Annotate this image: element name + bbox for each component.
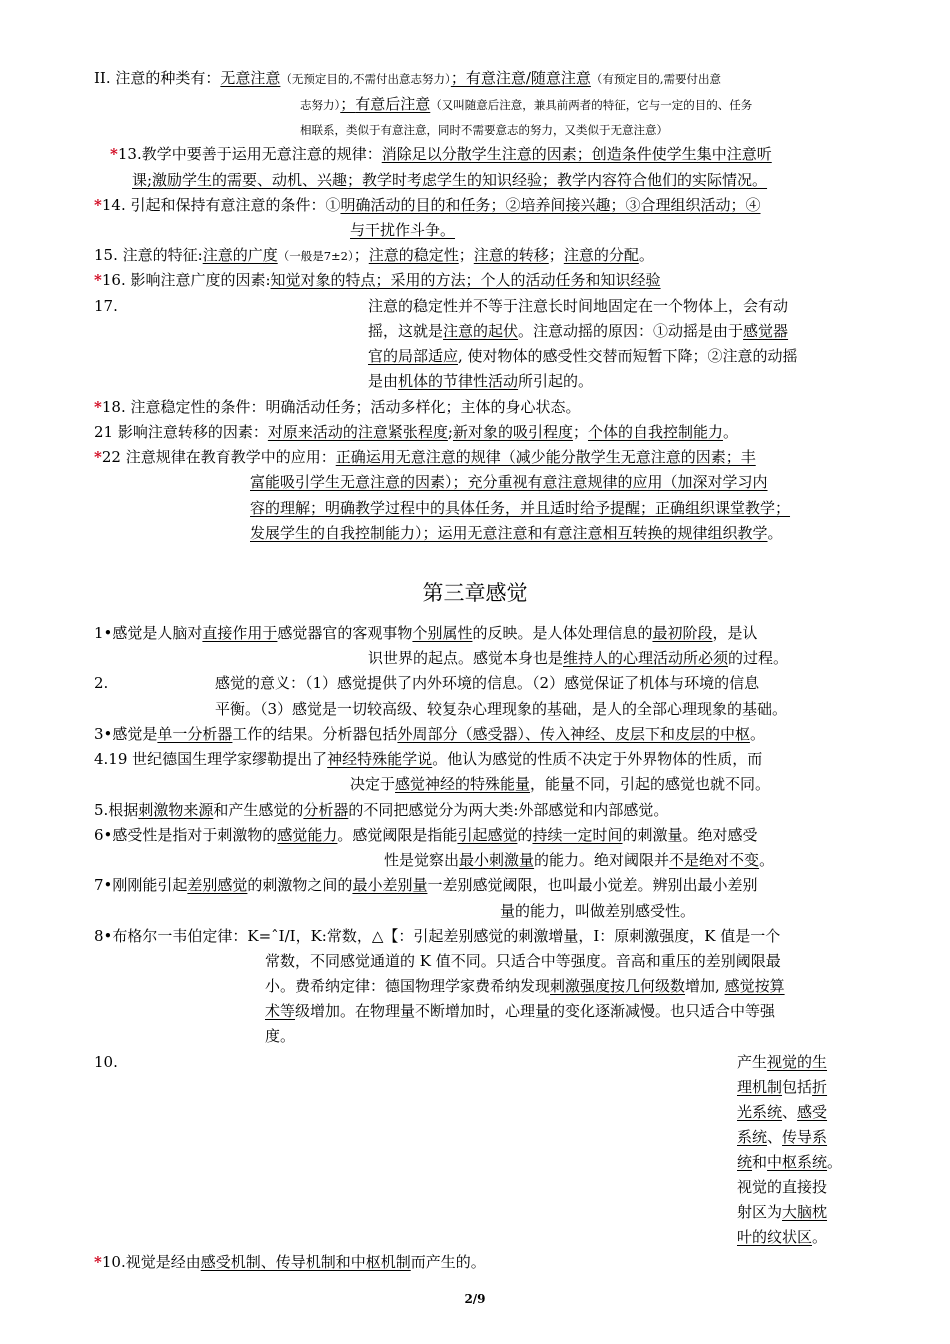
text-run: 射区为 xyxy=(737,1203,783,1221)
key-point-star-icon: * xyxy=(94,196,102,214)
underlined-term: ； xyxy=(340,95,356,113)
text-run: 平衡。（3）感觉是一切较高级、较复杂心理现象的基础，是人的全部心理现象的基础。 xyxy=(215,700,788,718)
underlined-term: 直接作用于 xyxy=(202,624,278,642)
text-line xyxy=(368,369,593,394)
text-run: 度。 xyxy=(265,1027,296,1045)
text-line xyxy=(215,697,787,722)
text-line xyxy=(94,621,758,646)
text-run: 。 xyxy=(759,851,775,869)
underlined-term: 最小差别量 xyxy=(352,876,428,894)
text-line xyxy=(94,395,581,420)
underlined-term: 注意的稳定性 xyxy=(368,246,459,264)
text-line xyxy=(300,117,668,143)
text-run: 产生 xyxy=(737,1053,768,1071)
underlined-term: 对原来活动的注意紧张程度 xyxy=(267,423,448,441)
text-line xyxy=(94,873,757,898)
text-run: 、 xyxy=(782,1103,798,1121)
underlined-term: 折 xyxy=(812,1078,828,1096)
underlined-term: 统 xyxy=(737,1153,753,1171)
underlined-term: 知觉对象的特点；采用的方法；个人的活动任务和知识经验 xyxy=(270,271,661,289)
underlined-term: 消除足以分散学生注意的因素；创造条件使学生集中注意听 xyxy=(381,145,772,163)
key-point-star-icon: * xyxy=(94,1253,102,1271)
text-line xyxy=(265,949,781,974)
text-run: ，能量不同，引起的感觉也就不同。 xyxy=(530,775,771,793)
underlined-term: 系统 xyxy=(737,1128,768,1146)
underlined-term: 术等 xyxy=(265,1002,296,1020)
text-line xyxy=(94,1250,486,1275)
text-run: 7•刚刚能引起 xyxy=(94,876,188,894)
text-run: 的过程。 xyxy=(728,649,789,667)
underlined-term: ；有意注意/随意注意 xyxy=(450,69,591,87)
text-line xyxy=(368,294,788,319)
text-run: 所引起的。 xyxy=(518,372,594,390)
text-line xyxy=(250,470,768,495)
chapter-title: 第三章感觉 xyxy=(422,581,528,605)
underlined-term: 外周部分（感受器）、传入神经、皮层下和皮层的中枢 xyxy=(397,725,750,743)
text-run: 的 xyxy=(517,826,533,844)
text-run: 、 xyxy=(767,1128,783,1146)
text-line xyxy=(250,521,783,546)
text-run: ； xyxy=(548,246,564,264)
text-line xyxy=(737,1050,827,1075)
text-run: 。他认为感觉的性质不决定于外界物体的性质，而 xyxy=(432,750,763,768)
text-line xyxy=(250,496,790,521)
underlined-term: 引起感觉 xyxy=(457,826,518,844)
text-run: （无预定目的,不需付出意志努力） xyxy=(280,72,451,86)
text-run: 工作的结果。分析器包括 xyxy=(232,725,398,743)
underlined-term: 容的理解；明确教学过程中的具体任务，并且适时给予提醒；正确组织课堂教学； xyxy=(250,499,791,517)
text-line xyxy=(94,294,118,319)
text-run: 。 xyxy=(722,423,738,441)
underlined-term: 个体的自我控制能力 xyxy=(587,423,723,441)
underlined-term: 感受机制、传导机制和中枢机制 xyxy=(200,1253,411,1271)
text-run: 常数，不同感觉通道的 K 值不同。只适合中等强度。音高和重压的差别阈限最 xyxy=(265,952,781,970)
underlined-term: 正确运用无意注意的规律（减少能分散学生无意注意的因素；丰 xyxy=(335,448,756,466)
underlined-term: 新对象的吸引程度 xyxy=(452,423,573,441)
text-run: 。 xyxy=(749,725,765,743)
text-run: 小。费希纳定律：德国物理学家费希纳发现 xyxy=(265,977,551,995)
text-line xyxy=(737,1200,827,1225)
underlined-term: 有意后注意 xyxy=(355,95,431,113)
text-line xyxy=(737,1100,827,1125)
text-run: 摇，这就是 xyxy=(368,322,444,340)
underlined-term: 富能吸引学生无意注意的因素）；充分重视有意注意规律的应用（加深对学习内 xyxy=(250,473,768,491)
text-run: 5.根据 xyxy=(94,801,139,819)
underlined-term: 注意的分配 xyxy=(563,246,639,264)
text-line xyxy=(94,420,738,445)
text-line xyxy=(368,319,788,344)
text-line xyxy=(94,671,108,696)
underlined-term: 最初阶段 xyxy=(652,624,713,642)
text-run: 1•感觉是人脑对 xyxy=(94,624,203,642)
underlined-term: 叶的纹状区 xyxy=(737,1228,813,1246)
text-run: 性是觉察出 xyxy=(384,851,460,869)
text-run: 的反映。是人体处理信息的 xyxy=(472,624,653,642)
text-line xyxy=(737,1150,842,1175)
text-line xyxy=(350,218,455,243)
underlined-term: 个别属性 xyxy=(412,624,473,642)
text-run: 视觉的直接投 xyxy=(737,1178,828,1196)
text-run: 注意的稳定性并不等于注意长时间地固定在一个物体上，会有动 xyxy=(368,297,789,315)
text-line xyxy=(215,671,759,696)
text-run: 是由 xyxy=(368,372,399,390)
text-run: 和产生感觉的 xyxy=(213,801,304,819)
text-run: 和 xyxy=(752,1153,768,1171)
underlined-term: 大脑枕 xyxy=(782,1203,828,1221)
text-line xyxy=(94,1050,118,1075)
text-run: 15. 注意的特征: xyxy=(94,246,203,264)
underlined-term: 差别感觉 xyxy=(187,876,248,894)
underlined-term: 感受 xyxy=(797,1103,828,1121)
text-line xyxy=(265,1024,295,1049)
underlined-term: 刺激物来源 xyxy=(138,801,214,819)
text-run: 相联系，类似于有意注意，同时不需要意志的努力，又类似于无意注意） xyxy=(300,123,668,137)
text-run: 18. 注意稳定性的条件：明确活动任务；活动多样化；主体的身心状态。 xyxy=(101,398,581,416)
text-run: 量的能力，叫做差别感受性。 xyxy=(500,902,696,920)
underlined-term: 分析器 xyxy=(303,801,349,819)
text-run: ，是认 xyxy=(712,624,758,642)
text-run: 6•感受性是指对于刺激物的 xyxy=(94,826,278,844)
text-line xyxy=(265,999,775,1024)
text-run: 。 xyxy=(767,524,783,542)
text-run: 一差别感觉阈限，也叫最小觉差。辨别出最小差别 xyxy=(427,876,758,894)
underlined-term: 单一分析器 xyxy=(157,725,233,743)
key-point-star-icon: * xyxy=(94,398,102,416)
text-run: 10.视觉是经由 xyxy=(101,1253,201,1271)
text-line xyxy=(368,344,798,369)
text-line xyxy=(737,1075,827,1100)
text-run: 10. xyxy=(94,1053,118,1071)
text-run: 。 xyxy=(827,1153,843,1171)
underlined-term: 官的局部适应 xyxy=(368,347,459,365)
text-line xyxy=(94,66,721,92)
text-run: ； xyxy=(572,423,588,441)
text-run: 增加, xyxy=(685,977,725,995)
text-run: 的刺激物之间的 xyxy=(247,876,353,894)
text-line xyxy=(94,268,661,293)
underlined-term: 感觉按算 xyxy=(724,977,785,995)
text-run: 感觉器官的客观事物 xyxy=(277,624,413,642)
underlined-term: 感觉神经的特殊能量 xyxy=(395,775,531,793)
text-run: 包括 xyxy=(782,1078,813,1096)
text-line xyxy=(500,899,695,924)
key-point-star-icon: * xyxy=(110,145,118,163)
text-run: 13.教学中要善于运用无意注意的规律： xyxy=(117,145,382,163)
underlined-term: 维持人的心理活动所必须 xyxy=(563,649,729,667)
underlined-term: 课;激励学生的需要、动机、兴趣；教学时考虑学生的知识经验；教学内容符合他们的实际情况。 xyxy=(132,171,768,189)
underlined-term: 中枢系统 xyxy=(767,1153,828,1171)
text-run: 3•感觉是 xyxy=(94,725,158,743)
underlined-term: 发展学生的自我控制能力）；运用无意注意和有意注意相互转换的规律组织教学 xyxy=(250,524,768,542)
text-run: 识世界的起点。感觉本身也是 xyxy=(368,649,564,667)
text-run: 而产生的。 xyxy=(410,1253,486,1271)
text-run: 的能力。绝对阈限并 xyxy=(534,851,670,869)
text-run: ； xyxy=(353,246,369,264)
text-line xyxy=(94,445,756,470)
text-run: 2. xyxy=(94,674,109,692)
text-line xyxy=(94,823,758,848)
underlined-term: 注意的广度 xyxy=(202,246,278,264)
text-run: （又叫随意后注意，兼具前两者的特征，它与一定的目的、任务 xyxy=(430,98,753,112)
text-line xyxy=(94,243,654,269)
underlined-term: 光系统 xyxy=(737,1103,783,1121)
text-run: 21 影响注意转移的因素： xyxy=(94,423,268,441)
text-line xyxy=(368,646,788,671)
text-run: 。注意动摇的原因：①动摇是由于 xyxy=(518,322,744,340)
text-line xyxy=(94,798,668,823)
underlined-term: 机体的节律性活动 xyxy=(398,372,519,390)
text-run: II. 注意的种类有： xyxy=(94,69,221,87)
text-run: 的刺激量。绝对感受 xyxy=(622,826,758,844)
underlined-term: 最小刺激量 xyxy=(459,851,535,869)
key-point-star-icon: * xyxy=(94,271,102,289)
text-run: （一般是7±2） xyxy=(277,249,354,263)
underlined-term: 视觉的生 xyxy=(767,1053,828,1071)
text-line xyxy=(94,924,780,949)
text-run: 22 注意规律在教育教学中的应用： xyxy=(101,448,336,466)
text-run: , 使对物体的感受性交替而短暂下降；②注意的动摇 xyxy=(458,347,798,365)
underlined-term: 与干扰作斗争。 xyxy=(350,221,456,239)
text-run: 感觉的意义：（1）感觉提供了内外环境的信息。（2）感觉保证了机体与环境的信息 xyxy=(215,674,760,692)
text-line xyxy=(110,142,772,167)
text-line xyxy=(94,747,762,772)
underlined-term: 持续一定时间 xyxy=(532,826,623,844)
text-run: （有预定目的,需要付出意 xyxy=(590,72,722,86)
underlined-term: 明确活动的目的和任务；②培养间接兴趣；③合理组织活动；④ xyxy=(340,196,761,214)
underlined-term: 刺激强度按几何级数 xyxy=(550,977,686,995)
text-line xyxy=(300,92,752,118)
text-line xyxy=(350,772,770,797)
key-point-star-icon: * xyxy=(94,448,102,466)
text-run: 的不同把感觉分为两大类:外部感觉和内部感觉。 xyxy=(348,801,669,819)
underlined-term: 理机制 xyxy=(737,1078,783,1096)
text-run: 8•布格尔一韦伯定律：K=ˆI/I，K:常数，△【：引起差别感觉的刺激增量，I：原刺激强度，K 值是一个 xyxy=(94,927,781,945)
text-run: 14. 引起和保持有意注意的条件：① xyxy=(101,196,341,214)
text-line xyxy=(265,974,785,999)
text-run: 。 xyxy=(812,1228,828,1246)
text-line xyxy=(94,722,765,747)
text-run: 级增加。在物理量不断增加时，心理量的变化逐渐减慢。也只适合中等强 xyxy=(295,1002,776,1020)
text-run: ; xyxy=(447,423,453,441)
text-run: 。 xyxy=(638,246,654,264)
underlined-term: 注意的起伏 xyxy=(443,322,519,340)
underlined-term: 神经特殊能学说 xyxy=(327,750,433,768)
text-run: 17. xyxy=(94,297,118,315)
text-run: 决定于 xyxy=(350,775,396,793)
text-line xyxy=(94,193,761,218)
page-number: 2/9 xyxy=(464,1292,486,1306)
text-run: 。感觉阈限是指能 xyxy=(337,826,458,844)
text-run: 16. 影响注意广度的因素: xyxy=(101,271,271,289)
underlined-term: 感觉能力 xyxy=(277,826,338,844)
text-line xyxy=(737,1175,827,1200)
underlined-term: 注意的转移 xyxy=(473,246,549,264)
text-line xyxy=(737,1125,827,1150)
underlined-term: 传导系 xyxy=(782,1128,828,1146)
text-line xyxy=(737,1225,827,1250)
text-run: 志努力） xyxy=(300,98,341,112)
text-line xyxy=(132,168,767,193)
underlined-term: 无意注意 xyxy=(220,69,281,87)
text-run: 4.19 世纪德国生理学家缪勒提出了 xyxy=(94,750,328,768)
underlined-term: 不是绝对不变 xyxy=(669,851,760,869)
text-run: ； xyxy=(458,246,474,264)
text-line xyxy=(384,848,774,873)
underlined-term: 感觉器 xyxy=(743,322,789,340)
